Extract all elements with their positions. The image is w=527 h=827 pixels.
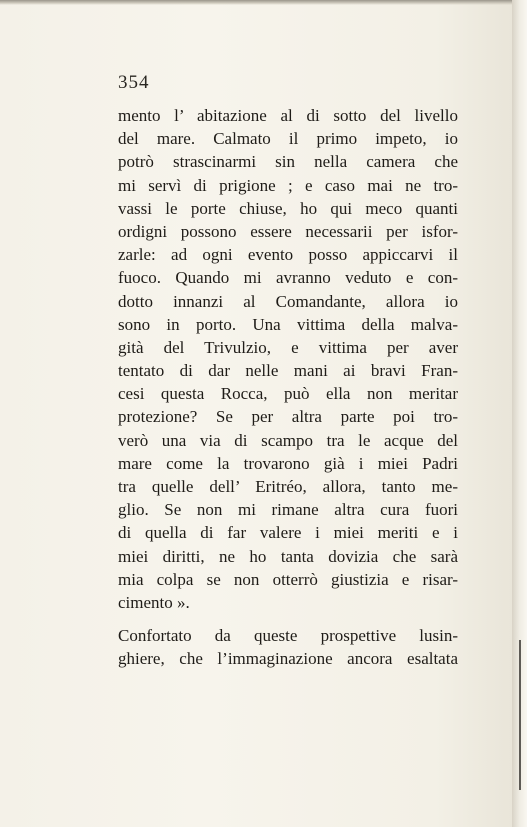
paragraph-gap [118, 614, 458, 624]
text-line: cesi questa Rocca, può ella non meritar [118, 384, 458, 404]
text-line: mare come la trovarono già i miei Padri [118, 453, 458, 473]
text-line: glio. Se non mi rimane altra cura fuori [118, 500, 458, 520]
text-line: tentato di dar nelle mani ai bravi Fran- [118, 361, 458, 381]
text-line: mi servì di prigione ; e caso mai ne tro- [118, 175, 458, 195]
page-top-edge [0, 0, 527, 5]
text-line: miei diritti, ne ho tanta dovizia che sarà [118, 546, 458, 566]
text-line: dotto innanzi al Comandante, allora io [118, 291, 458, 311]
text-line: sono in porto. Una vittima della malva- [118, 314, 458, 334]
binding-shadow-line [519, 640, 521, 790]
text-line: mento l’ abitazione al di sotto del livello [118, 106, 458, 125]
text-line: fuoco. Quando mi avranno veduto e con- [118, 268, 458, 288]
text-line: tra quelle dell’ Eritréo, allora, tanto me- [118, 477, 458, 496]
text-line: cimento ». [118, 592, 190, 612]
text-line: ordigni possono essere necessarii per isfor- [118, 221, 458, 241]
body-text [118, 104, 458, 671]
text-line: potrò strascinarmi sin nella camera che [118, 152, 458, 172]
text-line: verò una via di scampo tra le acque del [118, 430, 458, 450]
text-line: mia colpa se non otterrò giustizia e risar- [118, 569, 458, 589]
text-line: gità del Trivulzio, e vittima per aver [118, 337, 458, 357]
page-number: 354 [118, 72, 150, 93]
text-line: protezione? Se per altra parte poi tro- [118, 407, 458, 427]
text-line: di quella di far valere i miei meriti e i [118, 523, 458, 543]
text-line: vassi le porte chiuse, ho qui meco quanti [118, 198, 458, 218]
text-line: ghiere, che l’immaginazione ancora esaltata [118, 649, 458, 669]
text-line: del mare. Calmato il primo impeto, io [118, 129, 458, 149]
text-line: Confortato da queste prospettive lusin- [118, 626, 458, 646]
text-line: zarle: ad ogni evento posso appiccarvi il [118, 245, 458, 265]
